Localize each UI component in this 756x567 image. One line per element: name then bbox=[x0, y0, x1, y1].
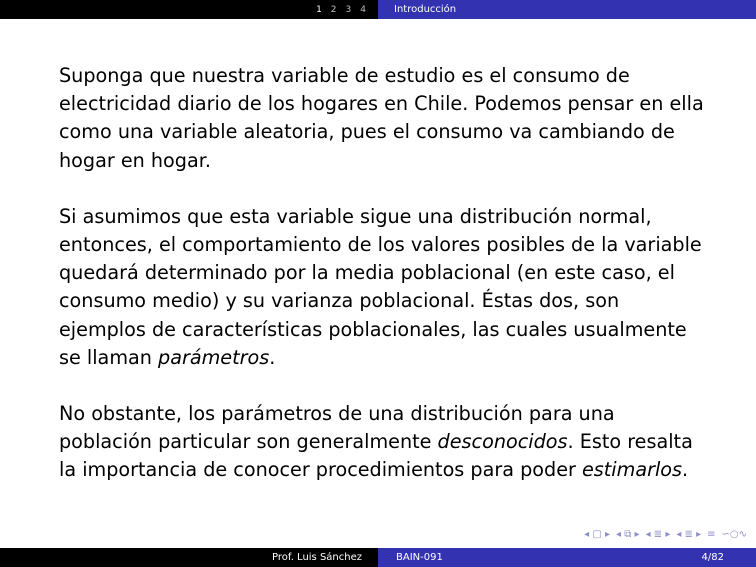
paragraph-3-end: . bbox=[682, 458, 689, 482]
slide-body bbox=[59, 62, 709, 513]
navigation-symbols bbox=[584, 529, 747, 540]
paragraph-2-end: . bbox=[269, 345, 276, 369]
header-bar bbox=[0, 0, 756, 19]
section-title-bar bbox=[378, 0, 756, 19]
footer-title-box bbox=[378, 548, 756, 567]
section-link-1[interactable]: 1 bbox=[316, 4, 322, 15]
nav-slide-icon[interactable]: ◂ ≣ ▸ bbox=[676, 529, 702, 540]
paragraph-1: Suponga que nuestra variable de estudio es el consumo de electricidad diario de los hogares en Chile. Podemos pensar en ella como una variable aleatoria, pues el consumo va cambiando de hogar en hogar. bbox=[59, 64, 704, 172]
section-link-3[interactable]: 3 bbox=[345, 4, 352, 15]
emphasis-parametros: parámetros bbox=[158, 345, 270, 369]
presentation-short-title: BAIN-091 bbox=[396, 552, 443, 563]
section-link-2[interactable]: 2 bbox=[330, 4, 337, 15]
paragraph-2-text: Si asumimos que esta variable sigue una distribución normal, entonces, el comportamiento de los valores posibles de la variable quedará determinado por la media poblacional (en este caso, el consumo medio) y su varianza poblacional. Éstas dos, son ejemplos de características poblacionales, las cuales usualmente se llaman bbox=[59, 204, 702, 369]
paragraph-2 bbox=[59, 203, 709, 372]
paragraph-3-text-b: . Esto resalta la importancia de conocer procedimientos para poder bbox=[59, 430, 693, 482]
paragraph-3-text-a: No obstante, los parámetros de una distribución para una población particular son generalmente bbox=[59, 402, 615, 454]
paragraph-3 bbox=[59, 400, 709, 485]
page-number: 4/82 bbox=[701, 552, 724, 563]
nav-subsection-icon[interactable]: ◂ ⧉ ▸ bbox=[616, 529, 640, 540]
nav-align-icon[interactable]: ≡ bbox=[707, 529, 716, 540]
section-nav bbox=[0, 0, 378, 19]
footer-bar bbox=[0, 548, 756, 567]
nav-frame-icon[interactable]: ◂ ▢ ▸ bbox=[584, 529, 611, 540]
section-title[interactable]: Introducción bbox=[394, 4, 457, 15]
footer-author bbox=[0, 548, 378, 567]
nav-search-icon[interactable]: ∽○∿ bbox=[721, 529, 747, 540]
section-link-4[interactable]: 4 bbox=[360, 4, 366, 15]
author-name: Prof. Luis Sánchez bbox=[272, 552, 362, 563]
emphasis-desconocidos: desconocidos bbox=[437, 430, 568, 454]
nav-section-icon[interactable]: ◂ ≣ ▸ bbox=[645, 529, 671, 540]
emphasis-estimarlos: estimarlos bbox=[581, 458, 683, 482]
